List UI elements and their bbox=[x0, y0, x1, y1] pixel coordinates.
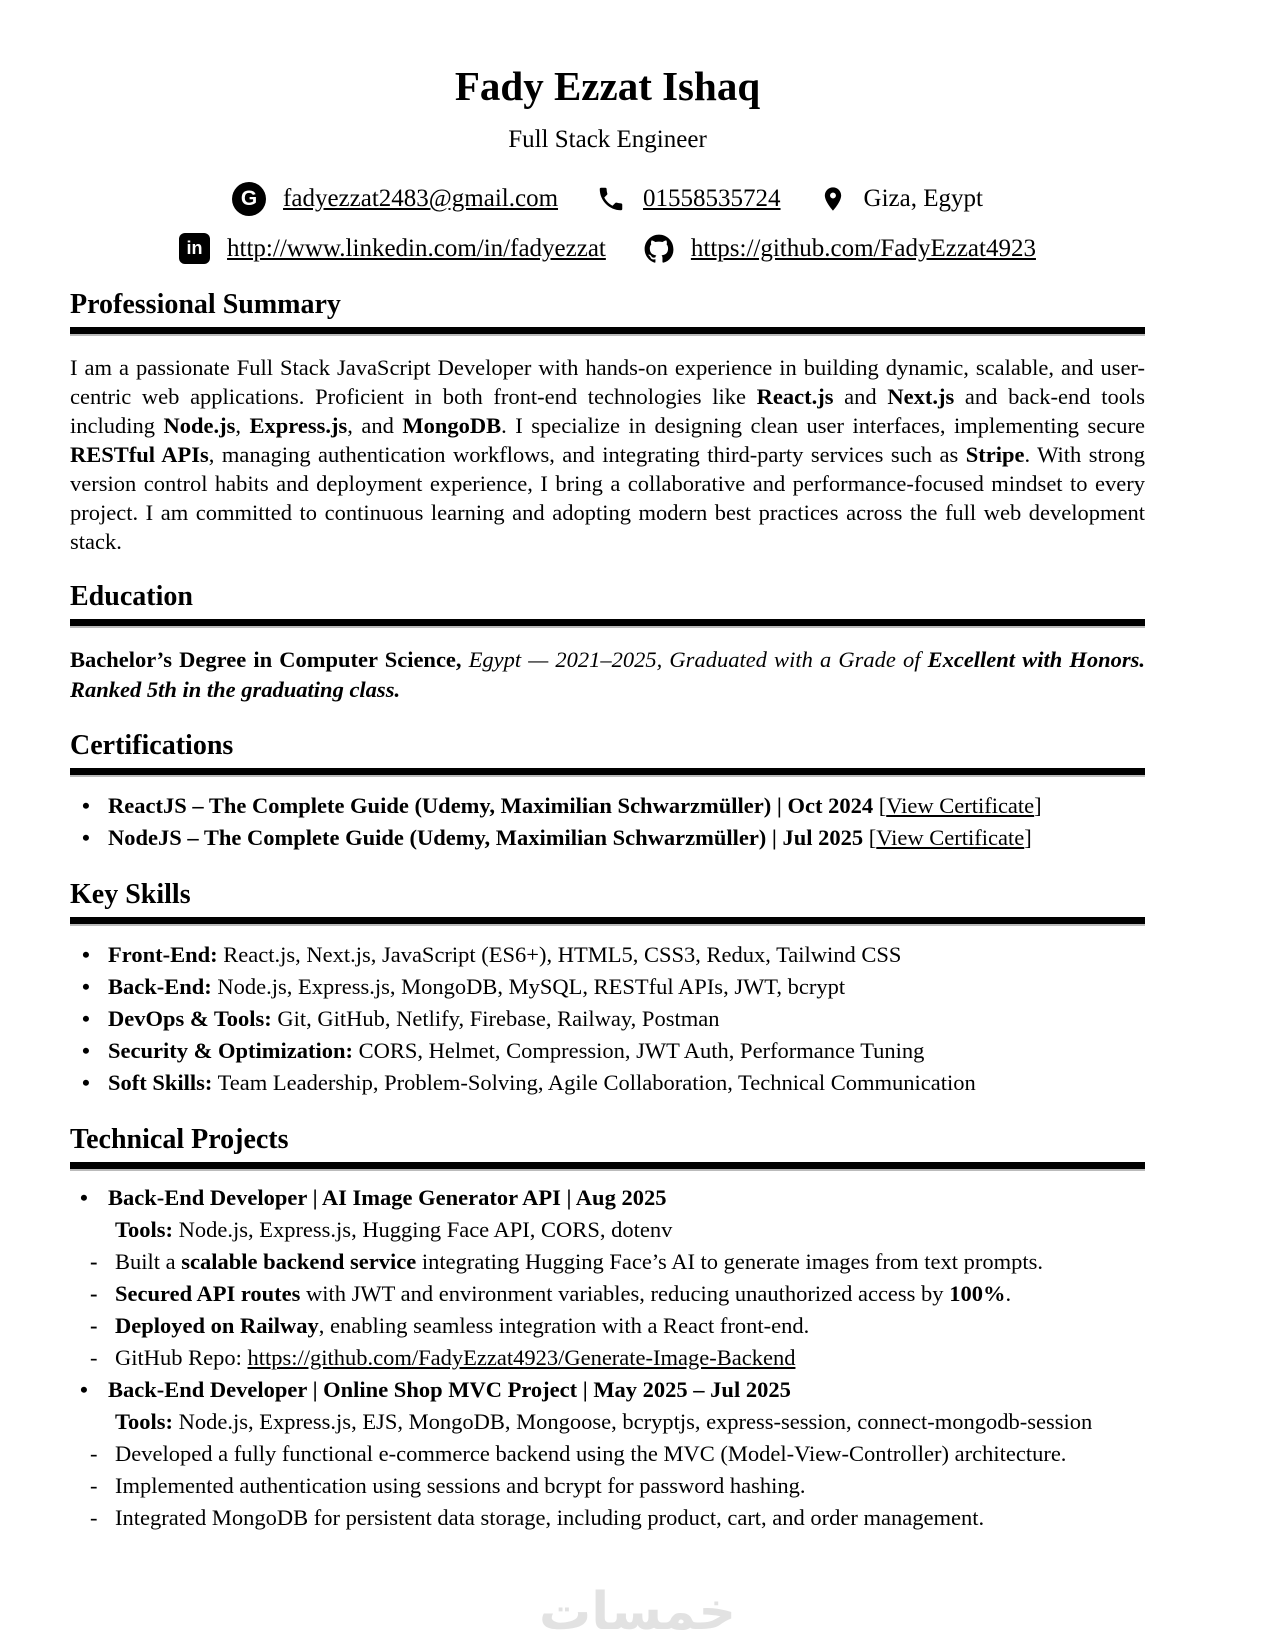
text-run: Secured API routes bbox=[115, 1281, 301, 1306]
project-tools bbox=[70, 1406, 1145, 1438]
text-run: [ bbox=[863, 825, 877, 850]
project-title: • Back-End Developer | AI Image Generator API | Aug 2025 bbox=[70, 1182, 1145, 1214]
projects-list bbox=[70, 1182, 1145, 1534]
text-run: . bbox=[1005, 1281, 1012, 1306]
skill-item bbox=[70, 1067, 1145, 1099]
tools-label: Tools: bbox=[115, 1217, 173, 1242]
heading-rule bbox=[70, 917, 1145, 926]
skill-label: Front-End: bbox=[108, 942, 218, 967]
section-professional-summary bbox=[70, 289, 1145, 556]
linkedin-link[interactable]: http://www.linkedin.com/in/fadyezzat bbox=[227, 234, 606, 262]
skill-item bbox=[70, 1035, 1145, 1067]
tools-text: Node.js, Express.js, EJS, MongoDB, Mongoose, bcryptjs, express-session, connect-mongodb-session bbox=[172, 1409, 1093, 1434]
section-education bbox=[70, 581, 1145, 705]
heading-rule bbox=[70, 1162, 1145, 1171]
text-run bbox=[462, 647, 469, 672]
certifications-list bbox=[70, 790, 1145, 854]
project-bullet bbox=[70, 1342, 1145, 1374]
project-bullet bbox=[70, 1438, 1145, 1470]
section-heading: Technical Projects bbox=[70, 1124, 289, 1155]
certification-item bbox=[70, 790, 1145, 822]
text-run: . I specialize in designing clean user interfaces, implementing secure bbox=[501, 413, 1145, 438]
github-icon bbox=[644, 234, 674, 264]
skill-text: React.js, Next.js, JavaScript (ES6+), HTML5, CSS3, Redux, Tailwind CSS bbox=[217, 942, 902, 967]
gmail-icon: G bbox=[232, 182, 266, 216]
contact-phone bbox=[596, 184, 781, 214]
skill-text: Team Leadership, Problem-Solving, Agile Collaboration, Technical Communication bbox=[212, 1070, 976, 1095]
project-title: • Back-End Developer | Online Shop MVC Project | May 2025 – Jul 2025 bbox=[70, 1374, 1145, 1406]
contact-email bbox=[232, 182, 558, 216]
project-bullet bbox=[70, 1246, 1145, 1278]
section-technical-projects bbox=[70, 1124, 1145, 1534]
summary-paragraph bbox=[70, 353, 1145, 556]
tools-text: Node.js, Express.js, Hugging Face API, CORS, dotenv bbox=[172, 1217, 673, 1242]
github-link[interactable]: https://github.com/FadyEzzat4923 bbox=[690, 234, 1036, 262]
heading-rule bbox=[70, 768, 1145, 777]
education-paragraph bbox=[70, 645, 1145, 705]
text-run: Stripe bbox=[965, 442, 1025, 467]
project-bullet bbox=[70, 1310, 1145, 1342]
text-run: and back-end tools including bbox=[70, 384, 1145, 438]
skill-label: Back-End: bbox=[108, 974, 212, 999]
section-key-skills bbox=[70, 879, 1145, 1099]
resume-header bbox=[70, 62, 1145, 264]
inline-link[interactable]: View Certificate bbox=[886, 793, 1035, 818]
text-run: Excellent with Honors. Ranked 5th in the graduating class. bbox=[70, 647, 1145, 702]
contact-github bbox=[644, 234, 1036, 264]
text-run: Egypt — 2021–2025, Graduated with a Grade of bbox=[468, 647, 928, 672]
text-run: . With strong version control habits and deployment experience, I bring a collaborative and performance-focused mindset to every project. I am committed to continuous learning and adopting modern best practices across the full web development stack. bbox=[70, 442, 1145, 554]
person-name: Fady Ezzat Ishaq bbox=[454, 63, 761, 109]
text-run: Implemented authentication using sessions and bcrypt for password hashing. bbox=[115, 1473, 806, 1498]
text-run: ] bbox=[1024, 825, 1032, 850]
inline-link[interactable]: View Certificate bbox=[876, 825, 1025, 850]
text-run: Built a bbox=[115, 1249, 182, 1274]
location-pin-icon bbox=[819, 184, 847, 214]
text-run: RESTful APIs bbox=[70, 442, 209, 467]
section-heading: Key Skills bbox=[70, 879, 191, 910]
text-run: MongoDB bbox=[402, 413, 502, 438]
location-text: Giza, Egypt bbox=[863, 185, 983, 212]
skill-text: CORS, Helmet, Compression, JWT Auth, Performance Tuning bbox=[352, 1038, 925, 1063]
inline-link[interactable]: https://github.com/FadyEzzat4923/Generate-Image-Backend bbox=[247, 1345, 796, 1370]
section-heading: Education bbox=[70, 581, 193, 612]
section-certifications bbox=[70, 730, 1145, 854]
linkedin-icon: in bbox=[179, 233, 210, 264]
project-bullet bbox=[70, 1278, 1145, 1310]
skill-label: DevOps & Tools: bbox=[108, 1006, 272, 1031]
text-run: scalable backend service bbox=[181, 1249, 417, 1274]
section-heading: Certifications bbox=[70, 730, 234, 761]
text-run: GitHub Repo: bbox=[115, 1345, 248, 1370]
text-run: React.js bbox=[756, 384, 834, 409]
project-bullet bbox=[70, 1502, 1145, 1534]
contact-row-1 bbox=[70, 182, 1145, 216]
khamsat-watermark: خمسات bbox=[538, 1582, 737, 1642]
text-run: and bbox=[833, 384, 888, 409]
person-role: Full Stack Engineer bbox=[508, 126, 707, 153]
skill-item bbox=[70, 939, 1145, 971]
text-run: I am a passionate Full Stack JavaScript Developer with hands-on experience in building dynamic, scalable, and user-centric web applications. Proficient in both front-end technologies like bbox=[70, 355, 1145, 409]
contact-linkedin bbox=[179, 233, 606, 264]
text-run: Developed a fully functional e-commerce backend using the MVC (Model-View-Controller) architecture. bbox=[115, 1441, 1067, 1466]
skill-label: Security & Optimization: bbox=[108, 1038, 353, 1063]
contact-location bbox=[819, 184, 983, 214]
text-run: with JWT and environment variables, reducing unauthorized access by bbox=[300, 1281, 950, 1306]
phone-icon bbox=[596, 184, 626, 214]
text-run: Next.js bbox=[887, 384, 955, 409]
text-run: [ bbox=[873, 793, 887, 818]
heading-rule bbox=[70, 327, 1145, 336]
text-run: Deployed on Railway bbox=[115, 1313, 319, 1338]
text-run: integrating Hugging Face’s AI to generate images from text prompts. bbox=[416, 1249, 1043, 1274]
text-run: , managing authentication workflows, and integrating third-party services such as bbox=[208, 442, 966, 467]
project-bullet bbox=[70, 1470, 1145, 1502]
section-heading: Professional Summary bbox=[70, 289, 341, 320]
text-run: , and bbox=[347, 413, 403, 438]
text-run: , enabling seamless integration with a React front-end. bbox=[318, 1313, 810, 1338]
skill-item bbox=[70, 971, 1145, 1003]
text-run: Express.js bbox=[249, 413, 348, 438]
skill-text: Git, GitHub, Netlify, Firebase, Railway, Postman bbox=[271, 1006, 720, 1031]
email-link[interactable]: fadyezzat2483@gmail.com bbox=[283, 185, 559, 212]
certification-item bbox=[70, 822, 1145, 854]
tools-label: Tools: bbox=[115, 1409, 173, 1434]
skills-list bbox=[70, 939, 1145, 1099]
contact-row-2 bbox=[70, 233, 1145, 264]
text-run: ReactJS – The Complete Guide (Udemy, Maximilian Schwarzmüller) | Oct 2024 bbox=[108, 793, 874, 818]
project-tools bbox=[70, 1214, 1145, 1246]
text-run: Integrated MongoDB for persistent data storage, including product, cart, and order management. bbox=[115, 1505, 985, 1530]
text-run: Node.js bbox=[163, 413, 236, 438]
text-run: 100% bbox=[949, 1281, 1006, 1306]
skill-text: Node.js, Express.js, MongoDB, MySQL, RESTful APIs, JWT, bcrypt bbox=[211, 974, 846, 999]
text-run: ] bbox=[1034, 793, 1042, 818]
skill-item bbox=[70, 1003, 1145, 1035]
skill-label: Soft Skills: bbox=[108, 1070, 213, 1095]
text-run: , bbox=[235, 413, 250, 438]
phone-link[interactable]: 01558535724 bbox=[643, 185, 781, 212]
text-run: NodeJS – The Complete Guide (Udemy, Maximilian Schwarzmüller) | Jul 2025 bbox=[108, 825, 864, 850]
heading-rule bbox=[70, 619, 1145, 628]
text-run: Bachelor’s Degree in Computer Science, bbox=[70, 647, 462, 672]
